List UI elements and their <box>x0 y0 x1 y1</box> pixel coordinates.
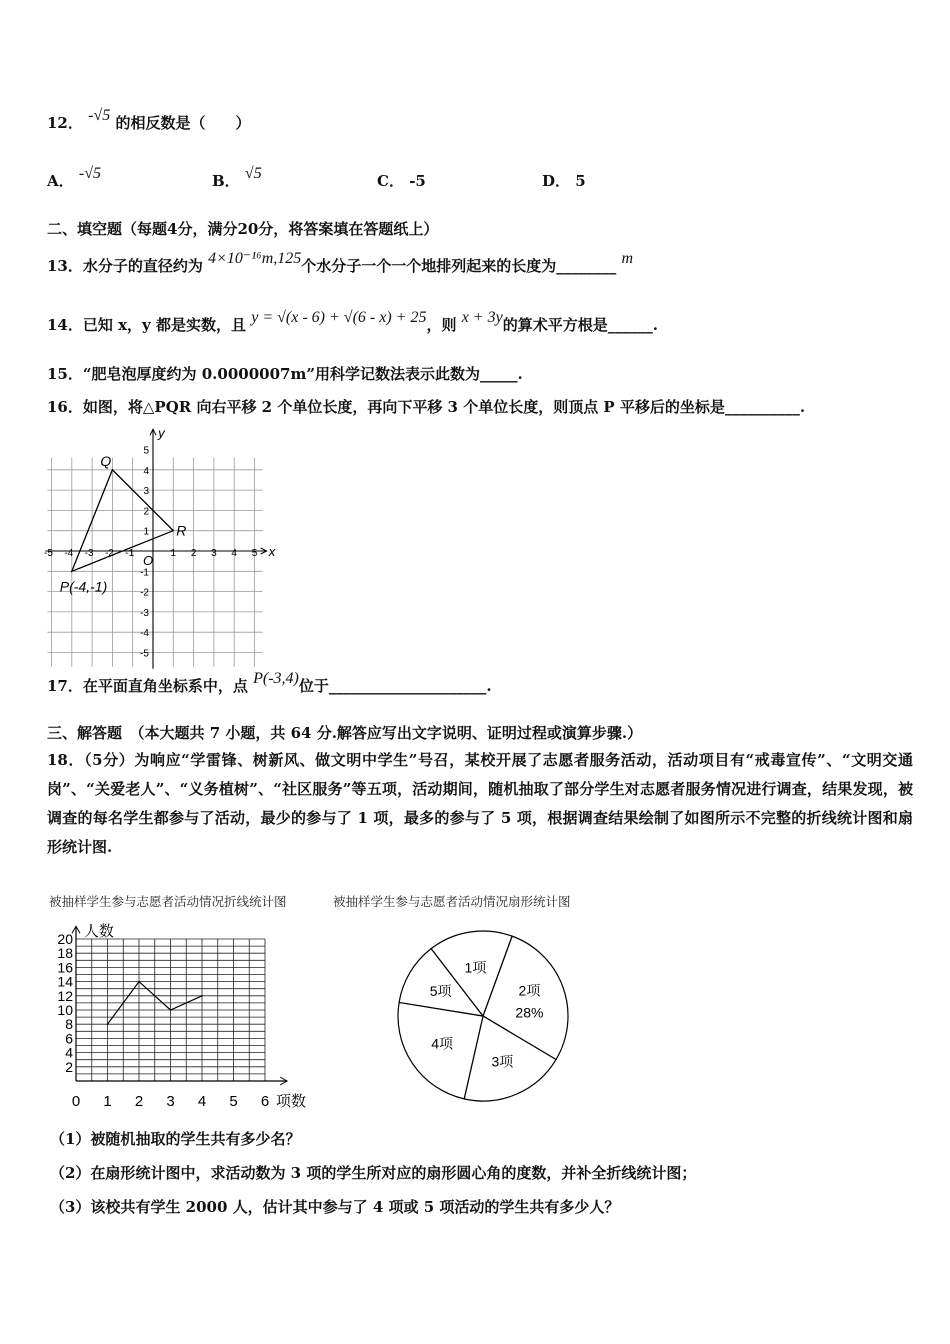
y-tick-label: 16 <box>57 959 73 976</box>
y-tick-label: 4 <box>143 465 149 477</box>
pie-slice-label: 1项 <box>464 959 487 976</box>
y-tick-label: 18 <box>57 945 73 962</box>
line-chart-caption: 被抽样学生参与志愿者活动情况折线统计图 <box>49 894 287 909</box>
q14-text-c: 的算术平方根是______. <box>502 316 658 334</box>
y-tick-label: -1 <box>140 567 149 579</box>
y-tick-label: -4 <box>140 628 149 640</box>
y-tick-label: 1 <box>143 526 149 538</box>
pie-slice-label: 2项 <box>518 982 541 999</box>
q18-stem: 18．（5分）为响应“学雷锋、树新风、做文明中学生”号召，某校开展了志愿者服务活动，活动项目有“戒毒宣传”、“文明交通岗”、“关爱老人”、“义务植树”、“社区服务”等五项，活动期间，随机抽取了部分学生对志愿者服务情况进行调查，结果发现，被调查的每名学生都参与了活动，最少的参与了 1 项，最多的参与了 5 项，根据调查结果绘制了如图所示不完整的折线统计图和扇形统计图. <box>47 751 913 856</box>
option-d-value: 5 <box>575 172 586 190</box>
y-tick-label: 2 <box>65 1058 73 1075</box>
x-tick-label: 1 <box>170 548 177 559</box>
option-b-value: √5 <box>244 165 262 182</box>
q17-text-b: 位于_____________________. <box>298 677 492 695</box>
q17-expression: P(-3,4) <box>253 670 299 687</box>
q15-number: 15． <box>47 365 83 383</box>
pie-slice-label: 3项 <box>491 1053 514 1070</box>
q14-text-b: ，则 <box>426 316 457 334</box>
y-tick-label: 3 <box>143 486 149 498</box>
x-tick-label: 2 <box>134 1093 144 1110</box>
y-tick-label: 14 <box>57 973 73 990</box>
option-d-label: D． <box>542 172 571 190</box>
q13-stem <box>47 250 634 276</box>
section-2-title: 二、填空题（每题4分，满分20分，将答案填在答题纸上） <box>47 220 439 238</box>
x-axis-label: x <box>268 544 276 559</box>
x-tick-label: -2 <box>104 548 114 559</box>
pie-chart-caption: 被抽样学生参与志愿者活动情况扇形统计图 <box>333 894 571 909</box>
q12-stem <box>47 107 251 133</box>
x-tick-label: 0 <box>71 1093 81 1110</box>
q12-number: 12． <box>47 114 83 132</box>
y-axis-label: y <box>158 425 165 441</box>
y-tick-label: -5 <box>140 648 149 660</box>
y-tick-label: 8 <box>65 1016 73 1033</box>
x-tick-label: 4 <box>197 1093 207 1110</box>
data-point <box>107 1023 109 1025</box>
y-tick-label: 20 <box>57 931 73 947</box>
option-a-value: -√5 <box>78 165 101 182</box>
x-tick-label: 5 <box>229 1093 238 1110</box>
y-tick-label: -2 <box>140 587 149 599</box>
y-tick-label: 4 <box>65 1044 73 1061</box>
x-axis-title: 项数 <box>276 1093 307 1110</box>
data-point <box>201 995 203 997</box>
x-tick-label: 2 <box>190 548 197 559</box>
point-q-label: Q <box>100 452 112 469</box>
x-tick-label: 1 <box>103 1093 112 1110</box>
q15-text: “肥皂泡厚度约为 0.0000007m”用科学记数法表示此数为_____. <box>82 365 523 383</box>
x-tick-label: -4 <box>64 548 74 559</box>
x-tick-label: -1 <box>125 548 135 559</box>
y-tick-label: 2 <box>143 506 149 518</box>
x-tick-label: 5 <box>251 548 258 559</box>
line-chart <box>40 918 330 1113</box>
q13-text-a: 水分子的直径约为 <box>82 257 203 275</box>
pie-slice-percent: 28% <box>515 1004 544 1021</box>
x-tick-label: -5 <box>44 548 53 559</box>
section-3-title: 三、解答题 （本大题共 7 小题，共 64 分.解答应写出文字说明、证明过程或演算步骤.） <box>47 724 643 742</box>
pie-slice-label: 4项 <box>431 1035 454 1052</box>
y-tick-label: 6 <box>65 1030 73 1047</box>
x-tick-label: 6 <box>260 1093 270 1110</box>
option-c-label: C． <box>377 172 404 190</box>
q17-stem <box>47 670 492 696</box>
y-tick-label: -3 <box>140 607 149 619</box>
y-tick-label: 5 <box>143 445 149 457</box>
data-point <box>138 981 140 983</box>
y-axis-title: 人数 <box>83 923 114 941</box>
q12-option-c[interactable] <box>377 170 426 191</box>
origin-label: O <box>143 553 154 568</box>
q14-number: 14． <box>47 316 83 334</box>
x-tick-label: 3 <box>166 1093 175 1110</box>
q15-stem <box>47 363 523 384</box>
point-r-label: R <box>176 522 187 539</box>
q13-text-b: 个水分子一个一个地排列起来的长度为________ <box>301 257 617 275</box>
q12-option-a[interactable] <box>47 165 101 191</box>
option-b-label: B． <box>212 172 240 190</box>
q14-expression-2: x + 3y <box>461 309 503 326</box>
q14-text-a: 已知 x，y 都是实数，且 <box>82 316 246 334</box>
q12-expression: -√5 <box>88 107 111 124</box>
q16-stem <box>47 396 805 417</box>
y-tick-label: 12 <box>57 987 73 1004</box>
q13-unit: m <box>621 250 634 267</box>
q12-option-d[interactable] <box>542 170 586 191</box>
q14-stem <box>47 309 658 335</box>
q14-expression: y = √(x - 6) + √(6 - x) + 25 <box>251 309 427 326</box>
q12-text: 的相反数是（ ） <box>115 114 251 132</box>
data-point <box>170 1009 172 1011</box>
x-tick-label: 4 <box>231 548 237 559</box>
q17-number: 17． <box>47 677 83 695</box>
q13-number: 13． <box>47 257 83 275</box>
q17-text-a: 在平面直角坐标系中，点 <box>82 677 248 695</box>
q18-sub-1: （1）被随机抽取的学生共有多少名？ <box>50 1130 301 1148</box>
x-tick-label: 3 <box>211 548 217 559</box>
pie-chart <box>390 926 575 1106</box>
q16-coordinate-figure <box>40 425 285 660</box>
option-c-value: -5 <box>409 172 426 190</box>
point-p-label: P(-4,-1) <box>59 578 108 595</box>
pie-slice-label: 5项 <box>429 982 452 999</box>
q16-text: 如图，将△PQR 向右平移 2 个单位长度，再向下平移 3 个单位长度，则顶点 P 平移后的坐标是__________. <box>82 398 806 416</box>
q13-expression: 4×10⁻¹⁶m,125 <box>208 250 302 267</box>
q18-sub-3: （3）该校共有学生 2000 人，估计其中参与了 4 项或 5 项活动的学生共有多少人？ <box>50 1198 620 1216</box>
q18-sub-2: （2）在扇形统计图中，求活动数为 3 项的学生所对应的扇形圆心角的度数，并补全折线统计图； <box>50 1164 697 1182</box>
q16-number: 16． <box>47 398 83 416</box>
y-tick-label: 10 <box>57 1002 73 1018</box>
x-tick-label: -3 <box>84 548 94 559</box>
option-a-label: A． <box>47 172 74 190</box>
q12-option-b[interactable] <box>212 165 262 191</box>
